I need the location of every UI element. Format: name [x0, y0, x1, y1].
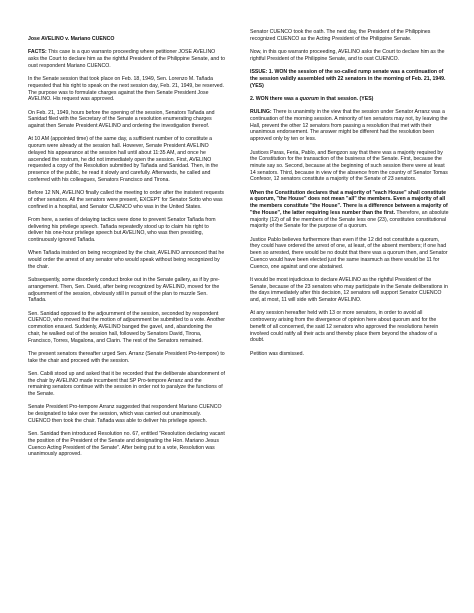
- paragraph: [28, 217, 225, 244]
- paragraph-text: At 10 AM (appointed time) of the same day, a sufficient number of to constitute a quorum were already at the session hall. However, Senate President AVELINO delayed his appearance at the session hall until about 11:35 AM, and once he ascended the rostrum, he did not immediately open the session. First, AVELINO requested a copy of the Resolution submitted by Tañada and Sanidad. Then, in the presence of the public, he read it slowly and carefully. Afterwards, he called and conferred with his colleagues, Senators Francisco and Tirona.: [28, 136, 219, 183]
- paragraph: [28, 250, 225, 270]
- paragraph: Senator CUENCO took the oath. The next day, the President of the Philippines recognized CUENCO as the Acting President of the Philippine Senate.: [250, 29, 431, 42]
- paragraph: [28, 431, 225, 458]
- case-title: Jose AVELINO v. Mariano CUENCO: [28, 36, 115, 42]
- paragraph: [28, 311, 225, 345]
- paragraph: Justice Pablo believes furthermore than even if the 12 did not constitute a quorum, they could have ordered the arrest of one, at least, of the absent members; if one had been so arrested, there would be no doubt that there was a quorum then, and Senator Cuenco would have been elected just the same inasmuch as there would be 11 for Cuenco, one against and one abstained.: [250, 236, 448, 270]
- paragraph: [28, 49, 225, 69]
- paragraph-text: In the Senate session that took place on Feb. 18, 1949, Sen. Lorenzo M. Tañada requested that his right to speak on the next session day, Feb. 21, 1949, be reserved. The purpose was to formulate charges against the then Senate President Jose AVELINO. His request was approved.: [28, 76, 224, 103]
- ruling-text: There is unanimity in the view that the session under Senator Arranz was a continuation of the morning session. A minority of ten senators may not, by leaving the Hall, prevent the other 12 senators from passing a resolution that met with their unanimous endorsement. The answer might be different had the resolution been approved only by ten or less.: [250, 109, 448, 143]
- paragraph: At any session hereafter held with 13 or more senators, in order to avoid all controversy arising from the divergence of opinion here about quorum and for the benefit of all concerned, the said 12 senators who approved the resolutions herein involved could ratify all their acts and thereby place them beyond the shadow of a doubt.: [250, 310, 439, 344]
- paragraph: Justices Paras, Feria, Pablo, and Bengzon say that there was a majority required by the Constitution for the transaction of the business of the Senate. First, because the minute say so. Second, because at the beginning of such session there were at least 14 senators. Third, because in view of the absence from the country of Senator Tomas Confesor, 12 senators constitute a majority of the Senate of 23 senators.: [250, 149, 448, 183]
- issue-1: ISSUE: 1. WON the session of the so-called rump senate was a continuation of the session validly assembled with 22 senators in the morning of Feb. 21, 1949. (YES): [250, 69, 446, 89]
- paragraph: [28, 190, 225, 210]
- paragraph-text: From here, a series of delaying tactics were done to prevent Senator Tañada from delivering his privilege speech. Tañada repeatedly stood up to claim his right to deliver his one-hour privilege speech but AVELINO, who was then presiding, continuously ignored Tañada.: [28, 216, 216, 243]
- paragraph-text: The present senators thereafter urged Sen. Arranz (Senate President Pro-tempore) to take the chair and proceed with the session.: [28, 350, 225, 364]
- paragraph: [28, 277, 225, 304]
- ruling-label: RULING:: [250, 109, 272, 116]
- paragraph-text: When Tañada insisted on being recognized by the chair, AVELINO announced that he would order the arrest of any senator who would speak without being recognized by the chair.: [28, 250, 225, 270]
- paragraph: [28, 110, 225, 130]
- paragraph: [28, 136, 225, 183]
- paragraph-text: Subsequently, some disorderly conduct broke out in the Senate gallery, as if by pre-arrangement. Then, Sen. David, after being recognized by AVELINO, moved for the adjournment of the session, obviously still in pursuit of the plan to muzzle Sen. Tañada.: [28, 277, 220, 304]
- paragraph: [28, 351, 225, 364]
- ruling: [250, 109, 450, 143]
- paragraph: Now, in this quo warranto proceeding, AVELINO asks the Court to declare him as the rightful President of the Philippine Senate, and to oust CUENCO.: [250, 49, 445, 62]
- paragraph: It would be most injudicious to declare AVELINO as the rightful President of the Senate, because of the 23 senators who may participate in the Senate deliberations in the days immediately after this decision, 12 senators will support Senator CUENCO and, at most, 11 will side with Senator AVELINO.: [250, 276, 448, 303]
- issue-2-post: in that session. (YES): [318, 95, 374, 102]
- paragraph: [28, 404, 225, 424]
- paragraph-text: Senate President Pro-tempore Arranz suggested that respondent Mariano CUENCO be designated to take over the session, which was carried out unanimously. CUENCO then took the chair. Tañada was able to deliver his privilege speech.: [28, 404, 222, 424]
- left-paragraphs: [28, 49, 225, 458]
- paragraph-text: This case is a quo warranto proceeding where petitioner JOSE AVELINO asks the Court to declare him as the rightful President of the Philippine Senate, and to oust respondent Mariano CUENCO.: [28, 49, 225, 69]
- paragraph-text: Before 12 NN, AVELINO finally called the meeting to order after the insistent requests of other senators. All the senators were present, EXCEPT for Senator Sotto who was confined in a hospital, and Senator CUENCO who was in the United States.: [28, 190, 224, 210]
- issue-2-pre: 2. WON there was a: [250, 95, 300, 102]
- paragraph: [28, 371, 225, 398]
- constitution-paragraph: [250, 190, 450, 230]
- issue-2-emphasis: quorum: [299, 95, 319, 102]
- paragraph: [28, 76, 225, 103]
- facts-label: FACTS:: [28, 49, 47, 56]
- constitution-bold: When the Constitution declares that a majority of "each House" shall constitute a quorum, "the House" does not mean "all" the members. Even a majority of all the members constitute "the House". There is a difference between a majority of "the House", the latter requiring less number than the first.: [250, 189, 448, 216]
- constitution-tail: Therefore, an absolute majority (12) of all the members of the Senate less one (23), constitutes constitutional majority of the Senate for the purpose of a quorum.: [250, 209, 449, 230]
- paragraph-text: On Feb. 21, 1949, hours before the opening of the session, Senators Tañada and Sanidad filed with the Secretary of the Senate a resolution enumerating charges against then Senate President AVELINO and ordering the investigation thereof.: [28, 109, 215, 130]
- issue-2: [250, 96, 450, 103]
- left-column: [28, 36, 225, 465]
- paragraph-text: Sen. Sanidad opposed to the adjournment of the session, seconded by respondent CUENCO, who moved that the motion of adjournment be submitted to a vote. Another commotion ensued. Suddenly, AVELINO banged the gavel, and, abandoning the chair, he walked out of the session hall, followed by Senators David, Tirona, Francisco, Torres, Magalona, and Clarin. The rest of the Senators remained.: [28, 310, 225, 344]
- right-column: [250, 29, 450, 364]
- paragraph-text: Sen. Cabili stood up and asked that it be recorded that the deliberate abandonment of the chair by AVELINO made incumbent that SP Pro-tempore Arranz and the remaining senators continue with the session in order not to paralyze the functions of the Senate.: [28, 370, 225, 398]
- disposition: Petition was dismissed.: [250, 350, 304, 357]
- paragraph-text: Sen. Sanidad then introduced Resolution no. 67, entitled "Resolution declaring vacant the position of the President of the Senate and designating the Hon. Mariano Jesus Cuenco Acting President of the Senate". After being put to a vote, Resolution was unanimously approved.: [28, 431, 225, 458]
